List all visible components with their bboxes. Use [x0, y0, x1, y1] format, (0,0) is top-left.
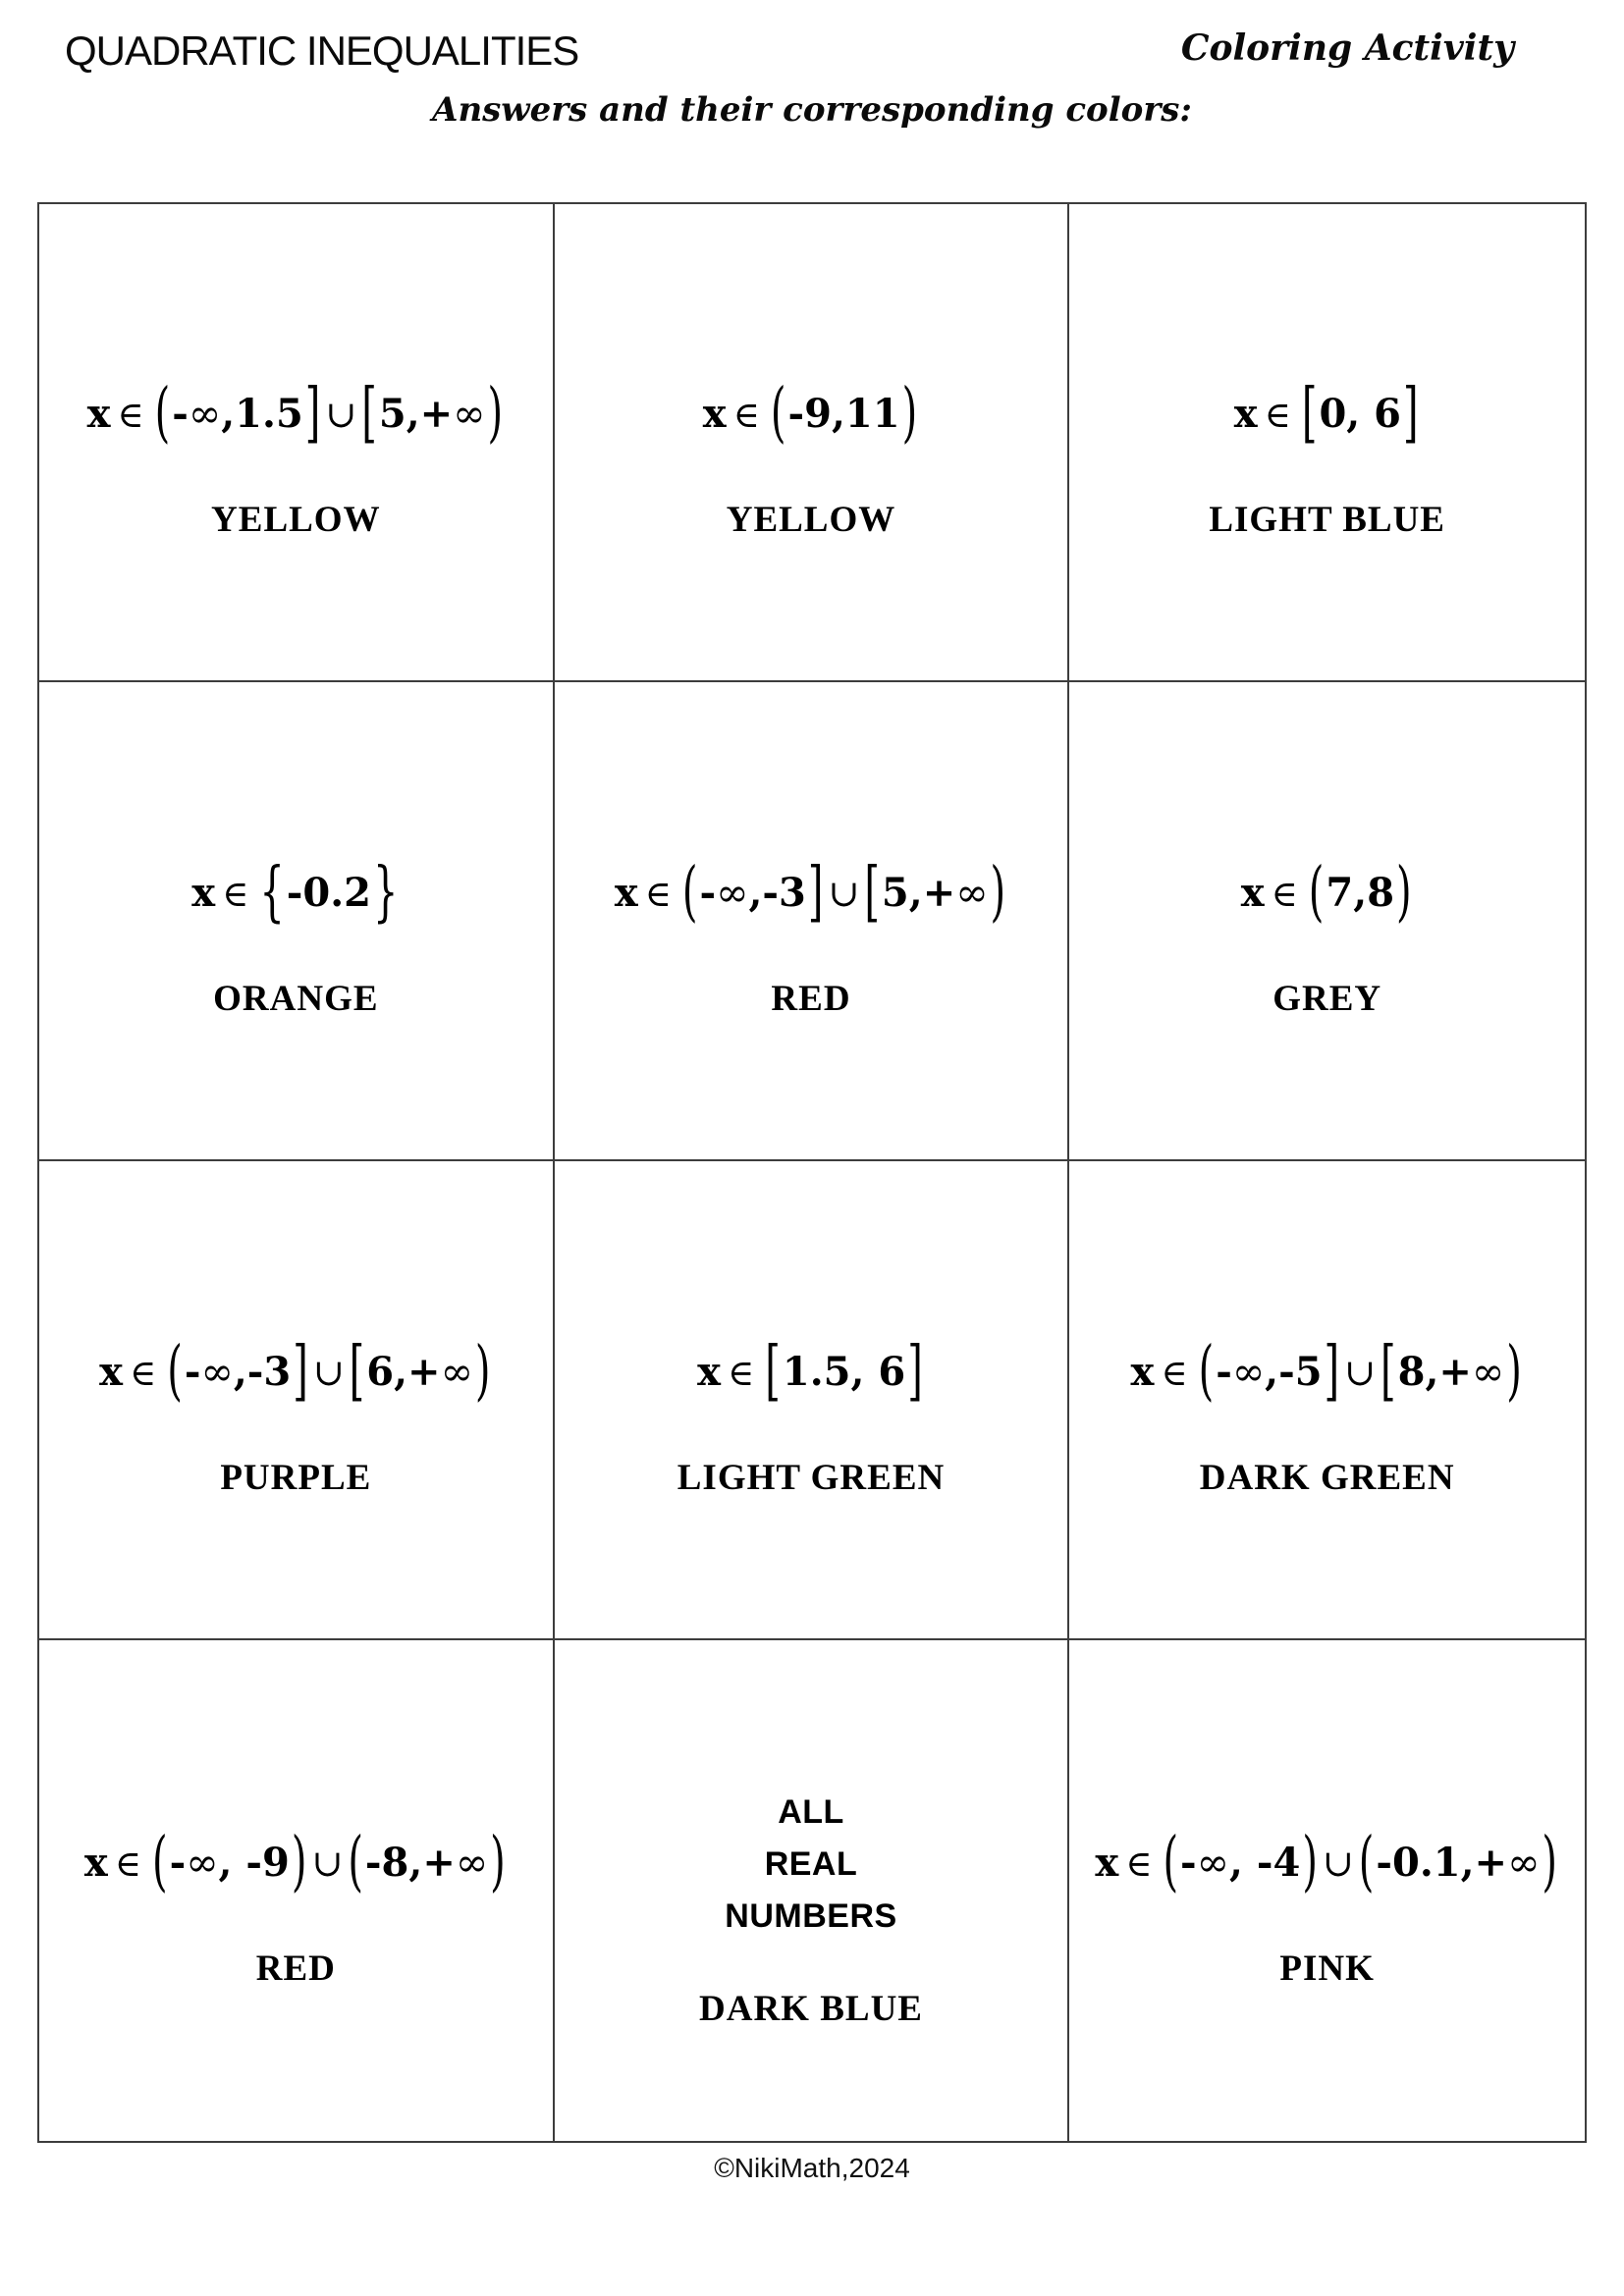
color-name: DARK GREEN	[1199, 1457, 1455, 1498]
footer-copyright: ©NikiMath,2024	[714, 2153, 910, 2183]
color-name: YELLOW	[211, 500, 381, 540]
answer-expression: x ∈ [0, 6]	[1233, 376, 1419, 451]
instruction-text: Answers and their corresponding colors:	[432, 90, 1192, 130]
answer-expression: x ∈ (-9,11)	[702, 376, 918, 451]
color-name: YELLOW	[726, 500, 896, 540]
color-name: RED	[771, 978, 851, 1019]
color-name: DARK BLUE	[699, 1988, 923, 2029]
answer-expression: x ∈ {-0.2}	[191, 854, 399, 930]
answer-cell-7	[39, 1161, 555, 1640]
answer-cell-8	[555, 1161, 1070, 1640]
answer-cell-1	[39, 204, 555, 682]
answer-expression: x ∈ (-∞,-3] ∪ [5,+∞)	[614, 854, 1006, 930]
answer-cell-3	[1069, 204, 1585, 682]
answer-cell-10	[39, 1640, 555, 2141]
color-name: ORANGE	[213, 978, 379, 1019]
color-name: LIGHT BLUE	[1209, 500, 1445, 540]
color-name: RED	[255, 1948, 336, 1989]
page-title: QUADRATIC INEQUALITIES	[65, 27, 579, 74]
answer-expression	[725, 1787, 896, 1942]
answer-cell-5	[555, 682, 1070, 1161]
all-real-numbers-line: ALL	[778, 1793, 844, 1832]
answer-cell-9	[1069, 1161, 1585, 1640]
answer-expression: x ∈ [1.5, 6]	[697, 1333, 923, 1409]
color-name: LIGHT GREEN	[677, 1457, 946, 1498]
activity-type-label: Coloring Activity	[1180, 27, 1514, 69]
all-real-numbers-line: REAL	[764, 1845, 858, 1884]
color-name: GREY	[1272, 978, 1382, 1019]
answer-cell-2	[555, 204, 1070, 682]
answers-table	[37, 202, 1587, 2143]
all-real-numbers-line: NUMBERS	[725, 1896, 897, 1935]
color-name: PINK	[1279, 1948, 1375, 1989]
answer-cell-12	[1069, 1640, 1585, 2141]
answer-expression: x ∈ (7,8)	[1240, 854, 1412, 930]
answer-expression: x ∈ (-∞,-3] ∪ [6,+∞)	[99, 1333, 491, 1409]
answer-cell-4	[39, 682, 555, 1161]
answer-cell-11	[555, 1640, 1070, 2141]
answer-expression: x ∈ (-∞,1.5] ∪ [5,+∞)	[86, 376, 504, 451]
answer-cell-6	[1069, 682, 1585, 1161]
answer-expression: x ∈ (-∞, -4) ∪ (-0.1,+∞)	[1095, 1824, 1557, 1899]
answer-expression: x ∈ (-∞,-5] ∪ [8,+∞)	[1130, 1333, 1522, 1409]
color-name: PURPLE	[220, 1457, 372, 1498]
answer-expression: x ∈ (-∞, -9) ∪ (-8,+∞)	[83, 1824, 506, 1899]
header	[0, 0, 1624, 75]
